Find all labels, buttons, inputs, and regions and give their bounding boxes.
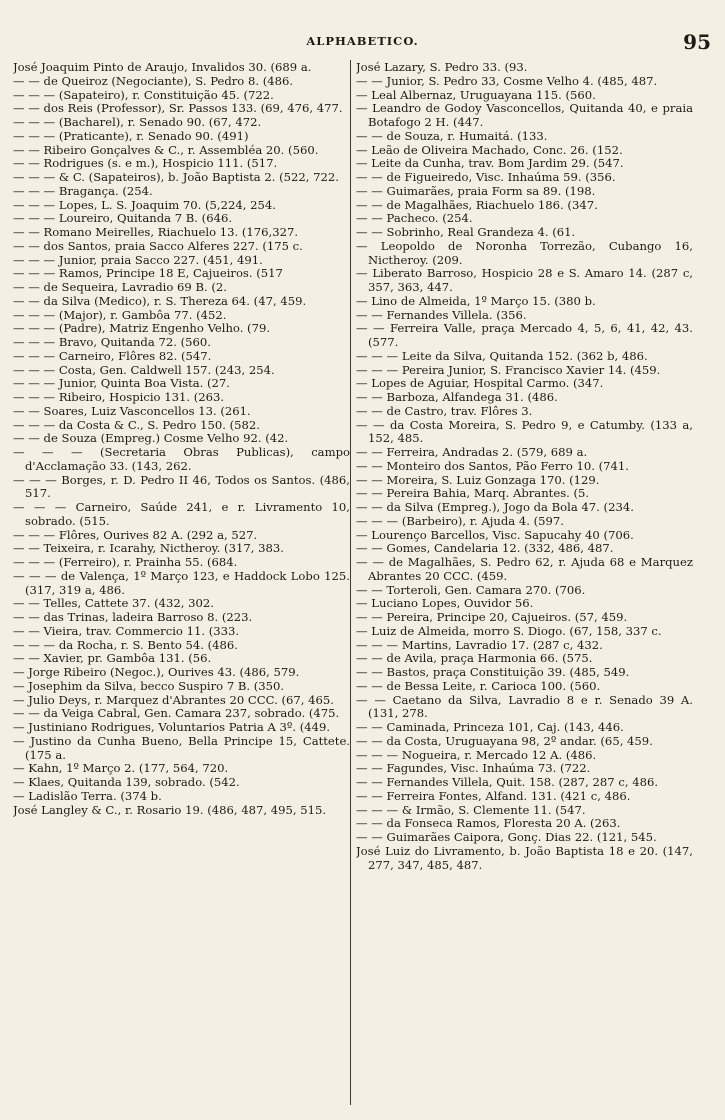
directory-entry: — — — Junior, praia Sacco 227. (451, 491. <box>13 252 263 267</box>
directory-entry: — — Bastos, praça Constituição 39. (485, 549. <box>356 665 630 679</box>
directory-entry: — — — (Bacharel), r. Senado 90. (67, 472. <box>13 115 262 129</box>
directory-entry: — — — da Rocha, r. S. Bento 54. (486. <box>13 637 238 652</box>
directory-entry: — — Monteiro dos Santos, Pão Ferro 10. (741. <box>356 458 629 473</box>
directory-entry: — — — Ramos, Principe 18 E, Cajueiros. (517 <box>13 266 283 281</box>
directory-entry: — — da Silva (Medico), r. S. Thereza 64. (47, 459. <box>13 293 307 308</box>
directory-entry: — — de Figueiredo, Visc. Inhaúma 59. (356. <box>356 170 616 184</box>
column-divider <box>350 60 351 1105</box>
directory-entry: — — Barboza, Alfandega 31. (486. <box>356 390 558 404</box>
directory-entry: — — de Avila, praça Harmonia 66. (575. <box>356 651 593 666</box>
directory-entry: — — dos Reis (Professor), Sr. Passos 133. (69, 476, 477. <box>13 101 343 116</box>
directory-entry: — — Guimarães Caipora, Gonç. Dias 22. (121, 545. <box>356 830 657 844</box>
directory-entry: — — — (Barbeiro), r. Ajuda 4. (597. <box>356 513 564 528</box>
directory-entry: — — de Castro, trav. Flôres 3. <box>356 403 533 418</box>
directory-entry: — Liberato Barroso, Hospicio 28 e S. Amaro 14. (287 c, 357, 363, 447. <box>356 266 693 294</box>
directory-entry: — Justino da Cunha Bueno, Bella Principe 15, Cattete. (175 a. <box>13 733 350 762</box>
directory-entry: — — — da Costa & C., S. Pedro 150. (582. <box>13 417 260 432</box>
directory-entry: — — de Magalhães, S. Pedro 62, r. Ajuda 68 e Marquez Abrantes 20 CCC. (459. <box>356 555 693 583</box>
directory-entry: — Leal Albernaz, Uruguayana 115. (560. <box>356 87 596 102</box>
directory-entry: — — — (Praticante), r. Senado 90. (491) <box>13 128 249 143</box>
directory-entry: — — Pereira Bahia, Marq. Abrantes. (5. <box>356 486 590 501</box>
directory-entry: — — Rodrigues (s. e m.), Hospicio 111. (517. <box>13 156 278 171</box>
directory-entry: José Lazary, S. Pedro 33. (93. <box>356 61 528 74</box>
directory-entry: — Kahn, 1º Março 2. (177, 564, 720. <box>13 761 229 776</box>
directory-entry: — Leandro de Godoy Vasconcellos, Quitanda 40, e praia Botafogo 2 H. (447. <box>356 101 693 129</box>
directory-entry: — — — de Valença, 1º Março 123, e Haddock Lobo 125. (317, 319 a, 486. <box>13 568 350 597</box>
directory-entry: — — — (Secretaria Obras Publicas), campo d'Acclamação 33. (143, 262. <box>13 445 350 473</box>
directory-entry: — — Fagundes, Visc. Inhaúma 73. (722. <box>356 761 591 776</box>
directory-entry: — — — Carneiro, Saúde 241, e r. Livramento 10, sobrado. (515. <box>13 500 350 528</box>
directory-entry: — — da Fonseca Ramos, Floresta 20 A. (263. <box>356 816 621 831</box>
directory-entry: — — — (Major), r. Gambôa 77. (452. <box>13 307 227 322</box>
directory-entry: — — da Costa Moreira, S. Pedro 9, e Catumby. (133 a, 152, 485. <box>356 417 693 446</box>
directory-entry: — — Moreira, S. Luiz Gonzaga 170. (129. <box>356 472 600 487</box>
directory-entry: — Leão de Oliveira Machado, Conc. 26. (152. <box>356 142 623 157</box>
directory-entry: — Leopoldo de Noronha Torrezão, Cubango 16, Nictheroy. (209. <box>356 238 693 267</box>
directory-entry: — — Vieira, trav. Commercio 11. (333. <box>13 623 240 638</box>
directory-entry: — — Pereira, Principe 20, Cajueiros. (57, 459. <box>356 610 628 624</box>
directory-entry: — — — Nogueira, r. Mercado 12 A. (486. <box>356 747 597 762</box>
directory-entry: — — — (Padre), Matriz Engenho Velho. (79. <box>13 321 271 336</box>
directory-entry: José Joaquim Pinto de Araujo, Invalidos 30. (689 a. <box>13 61 312 74</box>
directory-entry: — — de Magalhães, Riachuelo 186. (347. <box>356 197 598 212</box>
directory-entry: — Lopes de Aguiar, Hospital Carmo. (347. <box>356 376 604 391</box>
directory-entry: — Justiniano Rodrigues, Voluntarios Patria A 3º. (449. <box>13 720 331 734</box>
directory-entry: — — — & C. (Sapateiros), b. João Baptista 2. (522, 722. <box>13 170 339 184</box>
directory-entry: — — — Costa, Gen. Caldwell 157. (243, 254. <box>13 362 275 377</box>
directory-entry: — — de Souza (Empreg.) Cosme Velho 92. (42. <box>13 431 289 446</box>
directory-entry: — — — Bravo, Quitanda 72. (560. <box>13 335 211 349</box>
directory-entry: — — Romano Meirelles, Riachuelo 13. (176,327. <box>13 225 299 239</box>
directory-entry: — — de Souza, r. Humaitá. (133. <box>356 128 548 143</box>
directory-entry: — — Fernandes Villela. (356. <box>356 307 527 322</box>
directory-entry: — — Pacheco. (254. <box>356 211 473 226</box>
directory-entry: — — — (Ferreiro), r. Prainha 55. (684. <box>13 555 238 569</box>
directory-entry: — — Junior, S. Pedro 33, Cosme Velho 4. (485, 487. <box>356 73 658 88</box>
directory-entry: — — Ferreira Fontes, Alfand. 131. (421 c, 486. <box>356 788 631 803</box>
directory-entry: — — das Trinas, ladeira Barroso 8. (223. <box>13 610 253 624</box>
directory-entry: — — Teixeira, r. Icarahy, Nictheroy. (317, 383. <box>13 541 284 556</box>
directory-entry: — Josephim da Silva, becco Suspiro 7 B. (350. <box>13 678 285 693</box>
directory-entry: — — — (Sapateiro), r. Constituição 45. (722. <box>13 87 274 102</box>
directory-entry: — Klaes, Quitanda 139, sobrado. (542. <box>13 775 240 789</box>
directory-entry: — Julio Deys, r. Marquez d'Abrantes 20 CCC. (67, 465. <box>13 692 334 707</box>
directory-entry: — — Xavier, pr. Gambôa 131. (56. <box>13 651 212 666</box>
directory-entry: — — — Junior, Quinta Boa Vista. (27. <box>13 376 230 391</box>
directory-entry: — Ladislão Terra. (374 b. <box>13 788 162 803</box>
directory-entry: — — Guimarães, praia Form sa 89. (198. <box>356 183 596 198</box>
directory-entry: — — — & Irmão, S. Clemente 11. (547. <box>356 802 586 817</box>
directory-entry: — — Ferreira, Andradas 2. (579, 689 a. <box>356 445 588 459</box>
directory-entry: — — Sobrinho, Real Grandeza 4. (61. <box>356 225 576 239</box>
directory-entry: — Lino de Almeida, 1º Março 15. (380 b. <box>356 293 596 308</box>
directory-entry: — — — Lopes, L. S. Joaquim 70. (5,224, 254. <box>13 197 276 212</box>
directory-entry: José Langley & C., r. Rosario 19. (486, 487, 495, 515. <box>13 802 327 817</box>
directory-entry: — — — Martins, Lavradio 17. (287 c, 432. <box>356 637 603 652</box>
directory-entry: — — — Leite da Silva, Quitanda 152. (362 b, 486. <box>356 348 648 363</box>
directory-entry: — — Gomes, Candelaria 12. (332, 486, 487. <box>356 541 614 556</box>
directory-entry: — Luciano Lopes, Ouvidor 56. <box>356 596 534 611</box>
directory-entry: — — da Veiga Cabral, Gen. Camara 237, sobrado. (475. <box>13 706 340 721</box>
directory-entry: — — Ribeiro Gonçalves & C., r. Assembléa 20. (560. <box>13 142 319 157</box>
directory-entry: — — — Bragança. (254. <box>13 183 153 198</box>
directory-entry: — — — Carneiro, Flôres 82. (547. <box>13 348 212 363</box>
directory-entry: — — — Ribeiro, Hospicio 131. (263. <box>13 390 225 404</box>
right-column <box>356 61 693 1106</box>
directory-entry: — — de Queiroz (Negociante), S. Pedro 8. (486. <box>13 73 294 88</box>
directory-entry: — — da Costa, Uruguayana 98, 2º andar. (65, 459. <box>356 733 653 748</box>
directory-entry: — Jorge Ribeiro (Negoc.), Ourives 43. (486, 579. <box>13 665 300 679</box>
directory-entry: — — — Borges, r. D. Pedro II 46, Todos os Santos. (486, 517. <box>13 472 350 501</box>
directory-entry: — — de Sequeira, Lavradio 69 B. (2. <box>13 280 227 294</box>
directory-entry: — — Fernandes Villela, Quit. 158. (287, 287 c, 486. <box>356 775 659 789</box>
page-number: 95 <box>683 30 711 54</box>
directory-entry: — — — Loureiro, Quitanda 7 B. (646. <box>13 211 233 226</box>
directory-entry: — — Caetano da Silva, Lavradio 8 e r. Senado 39 A. (131, 278. <box>356 692 693 721</box>
directory-entry: — Lourenço Barcellos, Visc. Sapucahy 40 (706. <box>356 527 634 542</box>
directory-entry: — — Soares, Luiz Vasconcellos 13. (261. <box>13 403 251 418</box>
running-title: ALPHABETICO. <box>306 34 419 48</box>
directory-entry: — — — Pereira Junior, S. Francisco Xavier 14. (459. <box>356 362 661 377</box>
directory-entry: — — Telles, Cattete 37. (432, 302. <box>13 596 214 611</box>
directory-entry: — — Torteroli, Gen. Camara 270. (706. <box>356 582 586 597</box>
directory-entry: — — Caminada, Princeza 101, Caj. (143, 446. <box>356 720 624 734</box>
directory-entry: — — de Bessa Leite, r. Carioca 100. (560. <box>356 678 601 693</box>
directory-entry: — — Ferreira Valle, praça Mercado 4, 5, 6, 41, 42, 43. (577. <box>356 321 693 349</box>
directory-entry: — Luiz de Almeida, morro S. Diogo. (67, 158, 337 c. <box>356 623 662 638</box>
directory-entry: — — da Silva (Empreg.), Jogo da Bola 47. (234. <box>356 500 634 514</box>
directory-entry: — — dos Santos, praia Sacco Alferes 227. (175 c. <box>13 238 303 253</box>
left-column <box>13 61 350 1106</box>
page-header <box>0 30 725 54</box>
directory-entry: — Leite da Cunha, trav. Bom Jardim 29. (547. <box>356 156 624 171</box>
directory-entry: José Luiz do Livramento, b. João Baptista 18 e 20. (147, 277, 347, 485, 487. <box>356 843 693 872</box>
directory-entry: — — — Flôres, Ourives 82 A. (292 a, 527. <box>13 527 258 542</box>
